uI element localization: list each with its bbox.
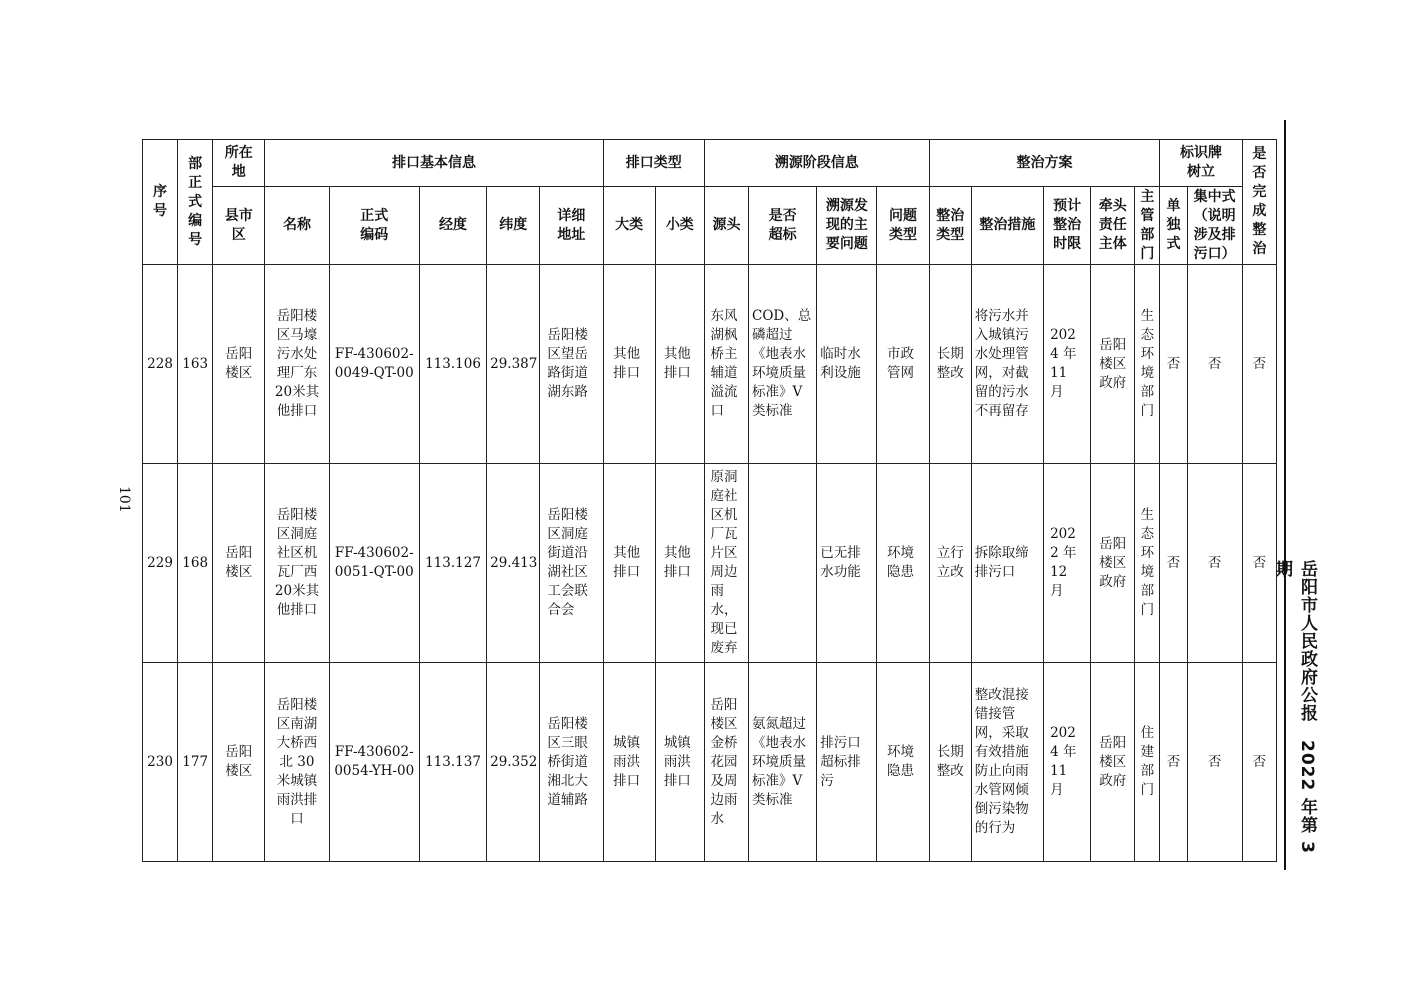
cell-single: 否: [1160, 265, 1187, 464]
cell-dept: 生态环境部门: [1135, 464, 1160, 663]
cell-minor: 其他排口: [655, 464, 704, 663]
cell-lng: 113.127: [419, 464, 486, 663]
cell-seq: 228: [143, 265, 178, 464]
header-problem: 溯源发现的主要问题: [817, 187, 877, 265]
cell-county: 岳阳楼区: [213, 464, 265, 663]
header-lng: 经度: [419, 187, 486, 265]
cell-plan-type: 长期整改: [929, 663, 971, 862]
cell-central: 否: [1187, 464, 1242, 663]
header-location: 所在地: [213, 140, 265, 187]
cell-problem: 已无排水功能: [817, 464, 877, 663]
cell-name: 岳阳楼区南湖大桥西北 30 米城镇雨洪排口: [265, 663, 329, 862]
cell-major: 城镇雨洪排口: [603, 663, 655, 862]
cell-lat: 29.413: [487, 464, 540, 663]
cell-minor: 城镇雨洪排口: [655, 663, 704, 862]
header-done: 是否完成整治: [1242, 140, 1276, 265]
cell-exceed: COD、总磷超过《地表水环境质量标准》V 类标准: [749, 265, 817, 464]
outlet-table: [142, 139, 1277, 862]
cell-address: 岳阳楼区望岳路街道湖东路: [540, 265, 603, 464]
cell-deadline: 2024 年 11 月: [1044, 265, 1091, 464]
cell-formal-no: 168: [178, 464, 213, 663]
cell-code: FF-430602-0049-QT-00: [329, 265, 419, 464]
cell-major: 其他排口: [603, 265, 655, 464]
cell-county: 岳阳楼区: [213, 265, 265, 464]
cell-source: 岳阳楼区金桥花园及周边雨水: [704, 663, 748, 862]
cell-deadline: 2022 年 12 月: [1044, 464, 1091, 663]
table-row: [143, 265, 1277, 464]
header-exceed: 是否超标: [749, 187, 817, 265]
cell-source: 东风湖枫桥主辅道溢流口: [704, 265, 748, 464]
cell-name: 岳阳楼区马壕污水处理厂东20米其他排口: [265, 265, 329, 464]
table-row: [143, 663, 1277, 862]
header-plan: 整治方案: [929, 140, 1160, 187]
cell-single: 否: [1160, 663, 1187, 862]
side-rule: [1284, 120, 1286, 870]
cell-formal-no: 177: [178, 663, 213, 862]
header-code: 正式编码: [329, 187, 419, 265]
cell-measure: 将污水并入城镇污水处理管网，对截留的污水不再留存: [971, 265, 1043, 464]
cell-single: 否: [1160, 464, 1187, 663]
header-source: 源头: [704, 187, 748, 265]
header-lat: 纬度: [487, 187, 540, 265]
cell-deadline: 2024 年 11 月: [1044, 663, 1091, 862]
cell-central: 否: [1187, 663, 1242, 862]
cell-measure: 拆除取缔排污口: [971, 464, 1043, 663]
header-seq: 序号: [143, 140, 178, 265]
cell-done: 否: [1242, 663, 1276, 862]
cell-minor: 其他排口: [655, 265, 704, 464]
cell-code: FF-430602-0054-YH-00: [329, 663, 419, 862]
header-outlet-type: 排口类型: [603, 140, 704, 187]
cell-formal-no: 163: [178, 265, 213, 464]
cell-problem-type: 环境隐患: [877, 663, 929, 862]
header-deadline: 预计整治时限: [1044, 187, 1091, 265]
header-measure: 整治措施: [971, 187, 1043, 265]
cell-plan-type: 立行立改: [929, 464, 971, 663]
cell-address: 岳阳楼区洞庭街道沿湖社区工会联合会: [540, 464, 603, 663]
cell-lng: 113.106: [419, 265, 486, 464]
cell-problem: 临时水利设施: [817, 265, 877, 464]
cell-exceed: 氨氮超过《地表水环境质量标准》V 类标准: [749, 663, 817, 862]
cell-dept: 生态环境部门: [1135, 265, 1160, 464]
header-basic-info: 排口基本信息: [265, 140, 603, 187]
header-problem-type: 问题类型: [877, 187, 929, 265]
cell-address: 岳阳楼区三眼桥街道湘北大道辅路: [540, 663, 603, 862]
cell-central: 否: [1187, 265, 1242, 464]
cell-seq: 230: [143, 663, 178, 862]
header-lead: 牵头责任主体: [1091, 187, 1135, 265]
header-central: 集中式（说明涉及排污口）: [1187, 187, 1242, 265]
cell-lat: 29.387: [487, 265, 540, 464]
cell-major: 其他排口: [603, 464, 655, 663]
cell-lead: 岳阳楼区政府: [1091, 464, 1135, 663]
cell-county: 岳阳楼区: [213, 663, 265, 862]
cell-done: 否: [1242, 265, 1276, 464]
cell-problem-type: 环境隐患: [877, 464, 929, 663]
header-major: 大类: [603, 187, 655, 265]
side-header: 岳阳市人民政府公报 2022 年第 3 期: [1272, 560, 1317, 854]
cell-exceed: [749, 464, 817, 663]
header-sign: 标识牌树立: [1160, 140, 1242, 187]
header-dept: 主管部门: [1135, 187, 1160, 265]
header-address: 详细地址: [540, 187, 603, 265]
cell-seq: 229: [143, 464, 178, 663]
cell-problem: 排污口超标排污: [817, 663, 877, 862]
cell-measure: 整改混接错接管网，采取有效措施防止向雨水管网倾倒污染物的行为: [971, 663, 1043, 862]
cell-done: 否: [1242, 464, 1276, 663]
page-number: 101: [116, 485, 132, 513]
cell-plan-type: 长期整改: [929, 265, 971, 464]
cell-lng: 113.137: [419, 663, 486, 862]
cell-name: 岳阳楼区洞庭社区机瓦厂西20米其他排口: [265, 464, 329, 663]
header-county: 县市区: [213, 187, 265, 265]
table-row: [143, 464, 1277, 663]
cell-dept: 住建部门: [1135, 663, 1160, 862]
cell-code: FF-430602-0051-QT-00: [329, 464, 419, 663]
header-minor: 小类: [655, 187, 704, 265]
header-name: 名称: [265, 187, 329, 265]
cell-lat: 29.352: [487, 663, 540, 862]
header-single: 单独式: [1160, 187, 1187, 265]
cell-source: 原洞庭社区机厂瓦片区周边雨水，现已废弃: [704, 464, 748, 663]
header-formal-no: 部正式编号: [178, 140, 213, 265]
header-plan-type: 整治类型: [929, 187, 971, 265]
cell-lead: 岳阳楼区政府: [1091, 663, 1135, 862]
header-trace: 溯源阶段信息: [704, 140, 929, 187]
cell-problem-type: 市政管网: [877, 265, 929, 464]
cell-lead: 岳阳楼区政府: [1091, 265, 1135, 464]
